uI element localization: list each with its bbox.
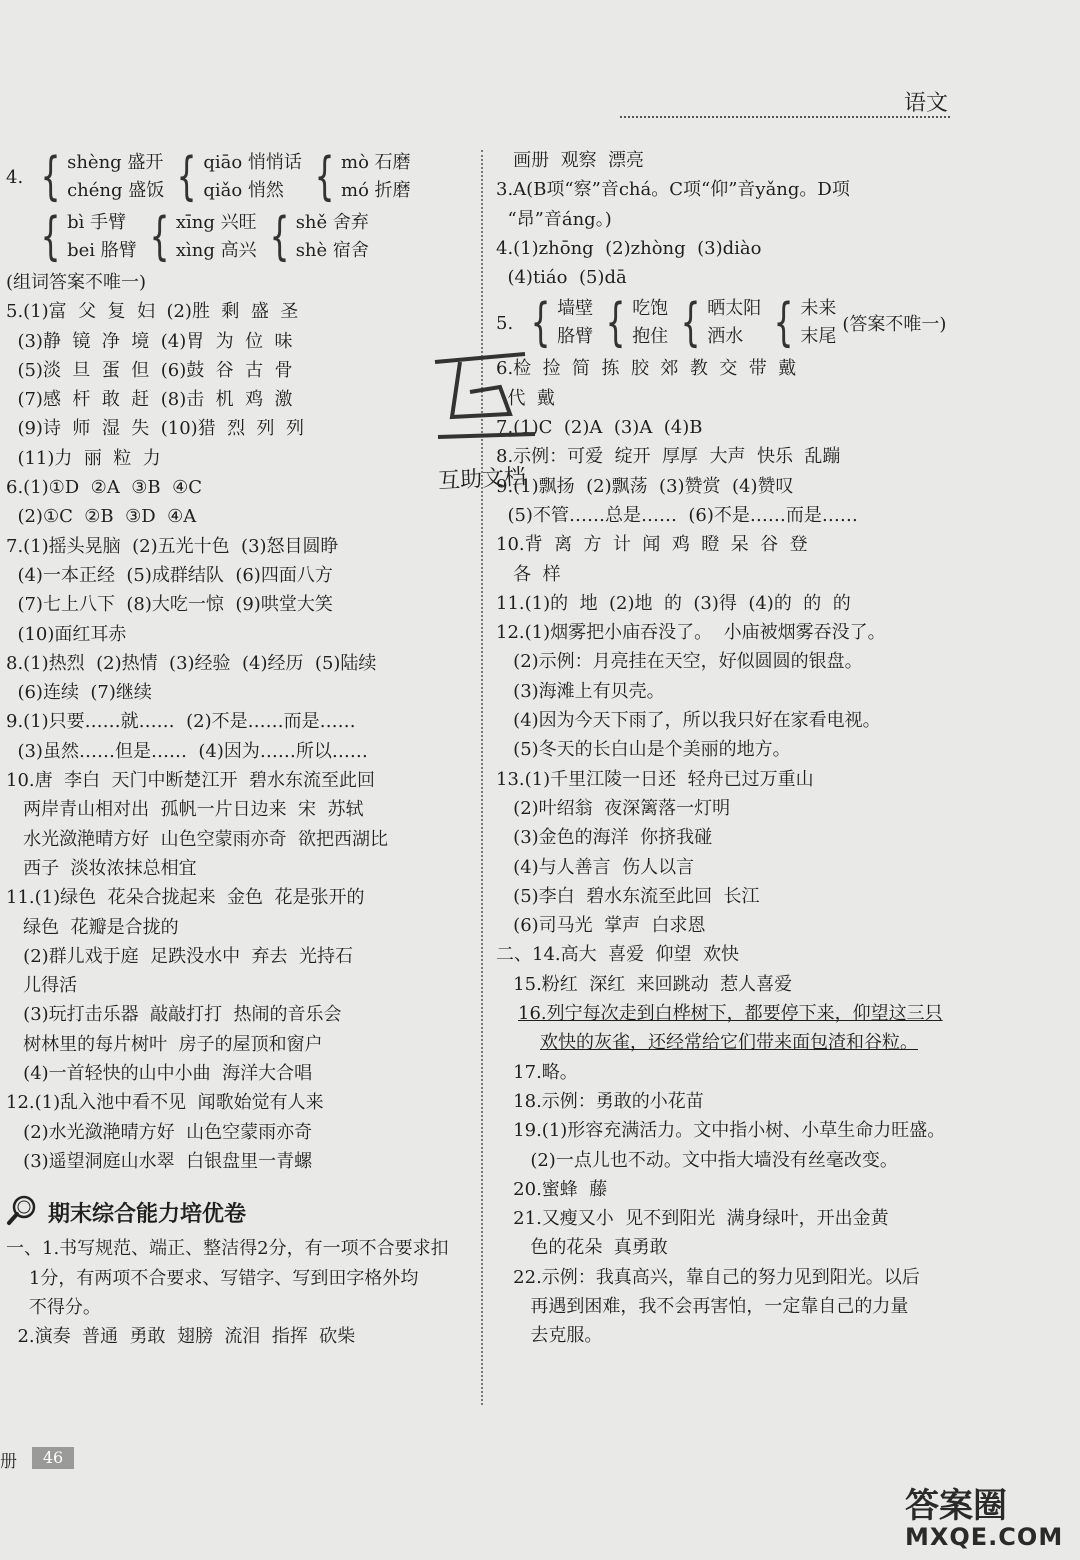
left-column bbox=[6, 146, 456, 1351]
answer-line: (5)冬天的长白山是个美丽的地方。 bbox=[496, 739, 791, 761]
answer-line: (4)tiáo (5)dā bbox=[496, 267, 627, 289]
answer-line: 9.(1)飘扬 (2)飘荡 (3)赞赏 (4)赞叹 bbox=[496, 475, 794, 497]
right-column bbox=[496, 146, 956, 1351]
answer-line: 1分，有两项不合要求、写错字、写到田字格外均 bbox=[6, 1267, 419, 1289]
answer-line: 17.略。 bbox=[496, 1061, 578, 1083]
answer-line: (9)诗 师 湿 失 (10)猎 烈 列 列 bbox=[6, 418, 304, 440]
answer-line: 4.(1)zhōng (2)zhòng (3)diào bbox=[496, 237, 762, 259]
answer-line: 18.示例：勇敢的小花苗 bbox=[496, 1090, 704, 1112]
q5-brace-row bbox=[496, 294, 956, 352]
answer-line: 22.示例：我真高兴，靠自己的努力见到阳光。以后 bbox=[496, 1266, 920, 1288]
answer-line: 代 戴 bbox=[496, 387, 555, 409]
answer-line: 二、14.高大 喜爱 仰望 欢快 bbox=[496, 944, 739, 966]
handwritten-stamp-mark bbox=[430, 342, 540, 456]
answer-line: (2)一点儿也不动。文中指大墙没有丝毫改变。 bbox=[496, 1149, 898, 1171]
brace-icon: { bbox=[773, 293, 794, 354]
brace-bottom: qiǎo 悄然 bbox=[203, 180, 284, 201]
brace-bottom: 洒水 bbox=[707, 326, 744, 348]
brace-top: xīng 兴旺 bbox=[175, 212, 257, 233]
answer-line: 9.(1)只要……就…… (2)不是……而是…… bbox=[6, 711, 356, 733]
answer-line: (3)遥望洞庭山水翠 白银盘里一青螺 bbox=[6, 1150, 313, 1172]
section-title: 期末综合能力培优卷 bbox=[48, 1201, 247, 1227]
answer-line: 6.(1)①D ②A ③B ④C bbox=[6, 477, 202, 499]
page-label: 册 bbox=[0, 1452, 17, 1472]
brace-pair bbox=[674, 294, 761, 352]
brace-pair bbox=[599, 294, 668, 352]
answer-line: (组词答案不唯一) bbox=[6, 272, 147, 293]
answer-line: 6.检 捡 简 拣 胶 郊 教 交 带 戴 bbox=[496, 358, 797, 380]
brace-pair bbox=[143, 208, 257, 266]
right-answer-lines bbox=[496, 146, 956, 292]
answer-line: 19.(1)形容充满活力。文中指小树、小草生命力旺盛。 bbox=[496, 1120, 946, 1142]
answer-line: 10.背 离 方 计 闻 鸡 瞪 呆 谷 登 bbox=[496, 534, 808, 556]
answer-line: (2)示例：月亮挂在天空，好似圆圆的银盘。 bbox=[496, 651, 863, 673]
answer-line: (3)静 镜 净 境 (4)胃 为 位 味 bbox=[6, 330, 293, 352]
left-answer-lines-2 bbox=[6, 1234, 456, 1351]
brace-icon: { bbox=[149, 207, 170, 267]
brace-top: qiāo 悄悄话 bbox=[203, 152, 302, 173]
answer-line: (7)感 杆 敢 赶 (8)击 机 鸡 激 bbox=[6, 389, 293, 411]
q4-brace-row-1 bbox=[6, 148, 456, 206]
brace-pair bbox=[34, 208, 137, 266]
brace-top: 墙壁 bbox=[557, 298, 594, 320]
answer-line: 一、1.书写规范、端正、整洁得2分，有一项不合要求扣 bbox=[6, 1238, 449, 1260]
q5-number: 5. bbox=[496, 312, 514, 334]
right-answer-lines-2 bbox=[496, 354, 956, 999]
brace-icon: { bbox=[40, 207, 61, 267]
answer-line: (11)力 丽 粒 力 bbox=[6, 447, 161, 469]
brace-pair bbox=[767, 294, 836, 352]
brace-top: shèng 盛开 bbox=[67, 152, 164, 173]
answer-line: 7.(1)C (2)A (3)A (4)B bbox=[496, 417, 703, 439]
brace-top: 晒太阳 bbox=[707, 298, 762, 320]
answer-line: (2)群儿戏于庭 足跌没水中 弃去 光持石 bbox=[6, 945, 353, 967]
answer-line: 21.又瘦又小 见不到阳光 满身绿叶，开出金黄 bbox=[496, 1208, 889, 1230]
answer-line: (5)淡 旦 蛋 但 (6)鼓 谷 古 骨 bbox=[6, 359, 293, 381]
answer-line: 13.(1)千里江陵一日还 轻舟已过万重山 bbox=[496, 768, 814, 790]
answer-line: 绿色 花瓣是合拢的 bbox=[6, 916, 179, 938]
answer-line: 树林里的每片树叶 房子的屋顶和窗户 bbox=[6, 1033, 323, 1055]
answer-line: (6)连续 (7)继续 bbox=[6, 682, 152, 704]
brace-icon: { bbox=[176, 147, 197, 207]
brace-bottom: mó 折磨 bbox=[341, 180, 411, 201]
brace-icon: { bbox=[40, 147, 61, 207]
brace-icon: { bbox=[605, 293, 626, 354]
answer-line: 11.(1)的 地 (2)地 的 (3)得 (4)的 的 的 bbox=[496, 592, 851, 614]
answer-line: (2)①C ②B ③D ④A bbox=[6, 506, 197, 528]
brace-icon: { bbox=[314, 147, 335, 207]
answer-line: (4)与人善言 伤人以言 bbox=[496, 856, 695, 878]
answer-line: 8.(1)热烈 (2)热情 (3)经验 (4)经历 (5)陆续 bbox=[6, 652, 377, 674]
brace-bottom: 胳臂 bbox=[557, 326, 594, 348]
brace-pair bbox=[170, 148, 302, 206]
answer-line: “昂”音áng。) bbox=[496, 208, 612, 230]
answer-line: 再遇到困难，我不会再害怕，一定靠自己的力量 bbox=[496, 1295, 909, 1317]
column-divider bbox=[481, 150, 483, 1405]
brace-top: 吃饱 bbox=[632, 298, 669, 320]
answer-line: 不得分。 bbox=[6, 1296, 101, 1318]
answer-line: 去克服。 bbox=[496, 1325, 603, 1347]
answer-line: (10)面红耳赤 bbox=[6, 623, 127, 645]
brace-top: bì 手臂 bbox=[67, 212, 127, 233]
brace-icon: { bbox=[680, 293, 701, 354]
answer-line: (5)李白 碧水东流至此回 长江 bbox=[496, 885, 760, 907]
answer-line: 各 样 bbox=[496, 563, 561, 585]
subject-label: 语文 bbox=[904, 91, 949, 116]
brace-top: shě 舍弃 bbox=[295, 212, 369, 233]
q5-note: (答案不唯一) bbox=[842, 314, 947, 336]
page-number: 46 bbox=[32, 1447, 74, 1469]
answer-line: (4)一首轻快的山中小曲 海洋大合唱 bbox=[6, 1063, 313, 1085]
magnifier-icon bbox=[6, 1193, 40, 1232]
q4-brace-row-2 bbox=[6, 208, 456, 266]
brace-bottom: 末尾 bbox=[800, 326, 837, 348]
answer-line: 儿得活 bbox=[6, 975, 78, 997]
answer-line: 12.(1)烟雾把小庙吞没了。 小庙被烟雾吞没了。 bbox=[496, 622, 886, 644]
answer-line: (2)水光潋滟晴方好 山色空蒙雨亦奇 bbox=[6, 1121, 313, 1143]
q16-line-1: 16.列宁每次走到白桦树下，都要停下来，仰望这三只 bbox=[518, 1003, 943, 1025]
answer-line: 11.(1)绿色 花朵合拢起来 金色 花是张开的 bbox=[6, 887, 365, 909]
watermark-bottom: MXQE.COM bbox=[905, 1523, 1064, 1551]
answer-line: 20.蜜蜂 藤 bbox=[496, 1178, 608, 1200]
answer-line: 15.粉红 深红 来回跳动 惹人喜爱 bbox=[496, 973, 793, 995]
q4-number: 4. bbox=[6, 166, 24, 188]
stamp-text: 互助文档 bbox=[437, 464, 527, 495]
answer-line: 画册 观察 漂亮 bbox=[496, 150, 645, 171]
watermark-logo bbox=[905, 1478, 1063, 1551]
answer-line: (3)虽然……但是…… (4)因为……所以…… bbox=[6, 740, 368, 762]
watermark-top: 答案圈 bbox=[905, 1486, 1007, 1526]
brace-bottom: bei 胳臂 bbox=[67, 240, 137, 261]
answer-line: (4)因为今天下雨了，所以我只好在家看电视。 bbox=[496, 710, 881, 732]
brace-bottom: shè 宿舍 bbox=[295, 240, 369, 261]
answer-line: (3)金色的海洋 你挤我碰 bbox=[496, 827, 713, 849]
brace-icon: { bbox=[269, 207, 290, 267]
answer-line: 色的花朵 真勇敢 bbox=[496, 1237, 668, 1259]
brace-top: 未来 bbox=[800, 298, 837, 320]
right-answer-lines-3 bbox=[496, 1058, 956, 1351]
q16-line-2: 欢快的灰雀，还经常给它们带来面包渣和谷粒。 bbox=[540, 1032, 918, 1054]
answer-line: (5)不管……总是…… (6)不是……而是…… bbox=[496, 504, 858, 526]
answer-line: (2)叶绍翁 夜深篱落一灯明 bbox=[496, 797, 731, 819]
brace-bottom: 抱住 bbox=[632, 326, 669, 348]
answer-line: (4)一本正经 (5)成群结队 (6)四面八方 bbox=[6, 564, 333, 586]
answer-line: 水光潋滟晴方好 山色空蒙雨亦奇 欲把西湖比 bbox=[6, 828, 389, 850]
left-answer-lines bbox=[6, 268, 456, 1176]
section-heading bbox=[6, 1190, 456, 1234]
brace-top: mò 石磨 bbox=[341, 152, 411, 173]
header-dotted-rule bbox=[620, 116, 950, 118]
answer-line: 10.唐 李白 天门中断楚江开 碧水东流至此回 bbox=[6, 770, 375, 792]
answer-line: 3.A(B项“察”音chá。C项“仰”音yǎng。D项 bbox=[496, 179, 850, 201]
answer-line: 5.(1)富 父 复 妇 (2)胜 剩 盛 圣 bbox=[6, 301, 299, 323]
answer-line: 2.演奏 普通 勇敢 翅膀 流泪 指挥 砍柴 bbox=[6, 1326, 356, 1348]
brace-pair bbox=[308, 148, 411, 206]
brace-pair bbox=[34, 148, 164, 206]
answer-line: 西子 淡妆浓抹总相宜 bbox=[6, 857, 197, 879]
brace-bottom: xìng 高兴 bbox=[175, 240, 257, 261]
answer-line: (6)司马光 掌声 白求恩 bbox=[496, 915, 706, 937]
answer-line: 8.示例：可爱 绽开 厚厚 大声 快乐 乱蹦 bbox=[496, 446, 841, 468]
brace-bottom: chéng 盛饭 bbox=[67, 180, 165, 201]
answer-line: (7)七上八下 (8)大吃一惊 (9)哄堂大笑 bbox=[6, 594, 333, 616]
answer-line: (3)玩打击乐器 敲敲打打 热闹的音乐会 bbox=[6, 1004, 342, 1026]
brace-icon: { bbox=[530, 293, 551, 354]
answer-line: 12.(1)乱入池中看不见 闻歌始觉有人来 bbox=[6, 1092, 324, 1114]
answer-line: (3)海滩上有贝壳。 bbox=[496, 680, 665, 702]
answer-line: 7.(1)摇头晃脑 (2)五光十色 (3)怒目圆睁 bbox=[6, 535, 339, 557]
answer-line: 两岸青山相对出 孤帆一片日边来 宋 苏轼 bbox=[6, 799, 364, 821]
brace-pair bbox=[263, 208, 369, 266]
